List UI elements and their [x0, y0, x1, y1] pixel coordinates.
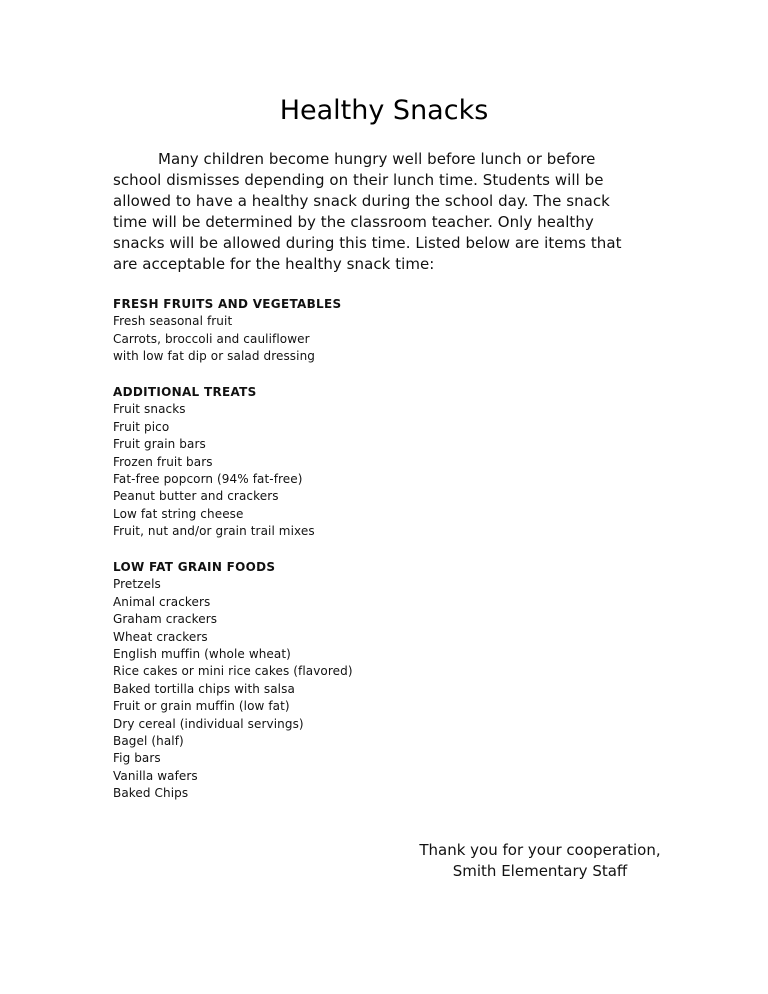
list-item: Vanilla wafers	[113, 768, 198, 783]
intro-text: Many children become hungry well before lunch or before school dismisses depending on their lunch time. Students will be allowed to have a healthy snack during the school day. The snack time will be determined by the classroom teacher. Only healthy snacks will be allowed during this time. Listed below are items that are acceptable for the healthy snack time:	[113, 150, 622, 273]
item-list	[113, 576, 533, 802]
section-heading: LOW FAT GRAIN FOODS	[113, 560, 276, 574]
list-item: Baked tortilla chips with salsa	[113, 681, 295, 696]
list-item: Rice cakes or mini rice cakes (flavored)	[113, 664, 353, 679]
section-additional-treats	[113, 384, 533, 541]
list-item: Animal crackers	[113, 594, 211, 609]
list-item: Wheat crackers	[113, 629, 208, 644]
section-heading: ADDITIONAL TREATS	[113, 385, 257, 399]
closing-thanks: Thank you for your cooperation,	[419, 841, 661, 859]
list-item: Dry cereal (individual servings)	[113, 716, 304, 731]
list-item: Bagel (half)	[113, 733, 184, 748]
list-item: Frozen fruit bars	[113, 454, 213, 469]
section-heading: FRESH FRUITS AND VEGETABLES	[113, 297, 342, 311]
list-item: Fruit grain bars	[113, 437, 206, 452]
intro-paragraph	[113, 149, 648, 275]
list-item: Fruit, nut and/or grain trail mixes	[113, 524, 315, 539]
closing-signature	[400, 840, 680, 882]
list-item: Fig bars	[113, 751, 161, 766]
list-item: with low fat dip or salad dressing	[113, 349, 316, 364]
list-item: Fresh seasonal fruit	[113, 314, 233, 329]
list-item: Peanut butter and crackers	[113, 489, 279, 504]
list-item: Carrots, broccoli and cauliflower	[113, 331, 310, 346]
closing-staff: Smith Elementary Staff	[452, 862, 628, 880]
section-fresh-fruits-and-vegetables	[113, 296, 533, 366]
list-item: Graham crackers	[113, 612, 218, 627]
list-item: Fruit snacks	[113, 402, 186, 417]
section-low-fat-grain-foods	[113, 559, 533, 802]
list-item: Pretzels	[113, 577, 161, 592]
list-item: Fat-free popcorn (94% fat-free)	[113, 471, 303, 486]
item-list	[113, 313, 533, 365]
list-item: Baked Chips	[113, 786, 189, 801]
page-title: Healthy Snacks	[279, 95, 489, 126]
item-list	[113, 401, 533, 540]
list-item: Low fat string cheese	[113, 506, 244, 521]
list-item: English muffin (whole wheat)	[113, 646, 291, 661]
list-item: Fruit pico	[113, 419, 170, 434]
list-item: Fruit or grain muffin (low fat)	[113, 699, 290, 714]
